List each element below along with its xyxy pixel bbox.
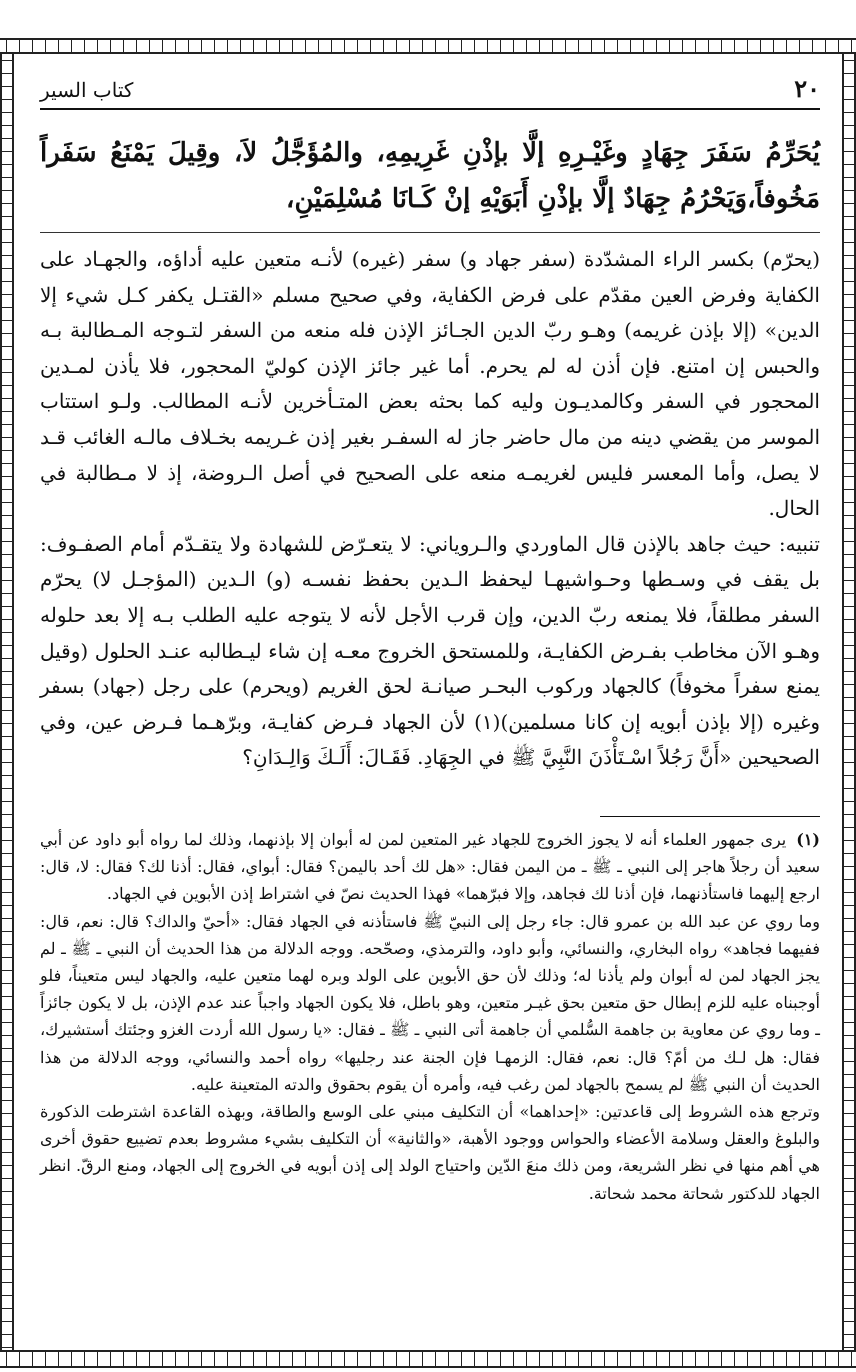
page-header bbox=[40, 74, 820, 106]
top-ornamental-border bbox=[0, 38, 856, 54]
commentary bbox=[40, 242, 820, 776]
header-rule bbox=[40, 108, 820, 110]
matn-text: يُحَرِّمُ سَفَرَ جِهَادٍ وغَيْـرِهِ إلَّا بإذْنِ غَرِيمِهِ، والمُؤَجَّلُ لاَ، وقِيلَ يَمْنَعُ سَفَراً مَخُوفاً،وَيَحْرُمُ جِهَادٌ إلَّا بإذْنِ أَبَوَيْهِ إنْ كَـانَا مُسْلِمَيْنِ، bbox=[40, 138, 820, 214]
footnote-paragraph-1 bbox=[40, 826, 820, 908]
footnote-paragraph-3: وترجع هذه الشروط إلى قاعدتين: «إحداهما» أن التكليف مبني على الوسع والطاقة، وبهذه القاعدة اشترطت الذكورة والبلوغ والعقل وسلامة الأعضاء والحواس ووجود الأهبة، «والثانية» أن التكليف بشيء مشروط بعدم تضييع حقوق أخرى هي أهم منها في نظر الشريعة، ومن ذلك منعَ الدّين واحتياج الولد إلى إذن أبويه في الخروج إلى الجهاد، ومنع الرقّ. انظر الجهاد للدكتور شحاتة محمد شحاتة. bbox=[40, 1102, 820, 1203]
footnotes bbox=[40, 826, 820, 1207]
right-ornamental-border bbox=[842, 54, 856, 1350]
footnote-paragraph-2: وما روي عن عبد الله بن عمرو قال: جاء رجل إلى النبيّ ﷺ فاستأذنه في الجهاد فقال: «أحيّ والداك؟ قال: نعم، قال: ففيهما فجاهد» رواه البخاري، والنسائي، وأبو داود، والترمذي، وصحّحه. ووجه الدلالة من هذا الحديث أن النبي ـ ﷺ ـ لم يجز الجهاد لمن له أبوان ولم يأذنا له؛ وذلك لأن حق الأبوين على الولد وبره لهما متعين عليه، والجهاد ليس متعيناً، فلو أوجبناه عليه للزم إبطال حق متعين بحق غيـر متعين، وهو باطل، فلا يكون الجهاد واجباً عند عدم الإذن، بل لا يكون جائزاً ـ وما روي عن معاوية بن جاهمة السُّلمي أن جاهمة أتى النبي ـ ﷺ ـ فقال: «يا رسول الله أردت الغزو وجئتك أستشيرك، فقال: هل لـك من أمّ؟ قال: نعم، فقال: الزمهـا فإن الجنة عند رجليها» رواه أحمد والنسائي، ووجه الدلالة من هذا الحديث أن النبي ﷺ لم يسمح بالجهاد لمن رغب فيه، وأمره أن يقوم بحقوق والدته المتعينة عليه. bbox=[40, 911, 821, 1094]
bottom-ornamental-border bbox=[0, 1350, 856, 1368]
commentary-paragraph-2: تنبيه: حيث جاهد بالإذن قال الماوردي والـروياني: لا يتعـرّض للشهادة ولا يتقـدّم أمام الصفـوف: بل يقف في وسـطها وحـواشيهـا ليحفظ الـدين بحفظ نفسـه (و) الـدين (المؤجـل لا) يحرّم السفر مطلقاً، فلا يمنعه ربّ الدين، وإن قرب الأجل لأنه لا يتوجه عليه الطلب بـه إلا بعد حلوله وهـو الآن مخاطب بفـرض الكفايـة، وللمستحق الخروج معـه إن شاء ليـطالبه عنـد الحلول (وقيل يمنع سفراً مخوفاً) كالجهاد وركوب البحـر صيانـة لحق الغريم (ويحرم) على رجل (جهاد) بسفر وغيره (إلا بإذن أبويه إن كانا مسلمين)(١) لأن الجهاد فـرض كفايـة، وبرّهـما فـرض عين، وفي الصحيحين «أَنَّ رَجُلاً اسْـتَأْذَنَ النَّبِيَّ ﷺ في الجِهَادِ. فَقَـالَ: أَلَـكَ وَالِـدَانِ؟ bbox=[40, 531, 821, 770]
book-title: كتاب السير bbox=[40, 78, 134, 102]
commentary-paragraph-1: (يحرّم) بكسر الراء المشدّدة (سفر جهاد و) سفر (غيره) لأنـه متعين عليه أداؤه، والجهـاد على الكفاية وفرض العين مقدّم على فرض الكفاية، وفي صحيح مسلم «القتـل يكفر كـل شيء إلا الدين» (إلا بإذن غريمه) وهـو ربّ الدين الجـائز الإذن فله منعه من السفر لتـوجه المـطالبة بـه والحبس إن امتنع. فإن أذن له لم يحرم. أما غير جائز الإذن كوليّ المحجور، فلا يأذن لمـدين المحجور في السفر وكالمديـون وليه كما بحثه بعض المتـأخرين لأنـه المطالب. ولـو استتاب الموسر من يقضي دينه من مال حاضر جاز له السفـر بغير إذن غـريمه بخـلاف مالـه الغائب قـد لا يصل، وأما المعسر فليس لغريمـه منعه على الصحيح في أصل الـروضة، إذ لا مـطالبة في الحال. bbox=[40, 247, 820, 521]
footnote-separator bbox=[600, 816, 820, 817]
page-number: ٢٠ bbox=[794, 74, 820, 103]
matn-separator bbox=[40, 232, 820, 233]
left-ornamental-border bbox=[0, 54, 14, 1350]
footnote-number: (١) bbox=[796, 830, 820, 849]
footnote-text-1: يرى جمهور العلماء أنه لا يجوز الخروج للجهاد غير المتعين لمن له أبوان إلا بإذنهما، وذلك لما رواه أبو داود عن أبي سعيد أن رجلاً هاجر إلى النبي ـ ﷺ ـ من اليمن فقال: «هل لك أحد باليمن؟ فقال: أبواي، فقال: أذنا لك؟ فقال: لا، قال: ارجع إليهما فاستأذنهما، فإن أذنا لك فجاهد، وإلا فبرّهما» فهذا الحديث نصّ في اشتراط إذن الأبوين في الجهاد. bbox=[40, 830, 821, 904]
